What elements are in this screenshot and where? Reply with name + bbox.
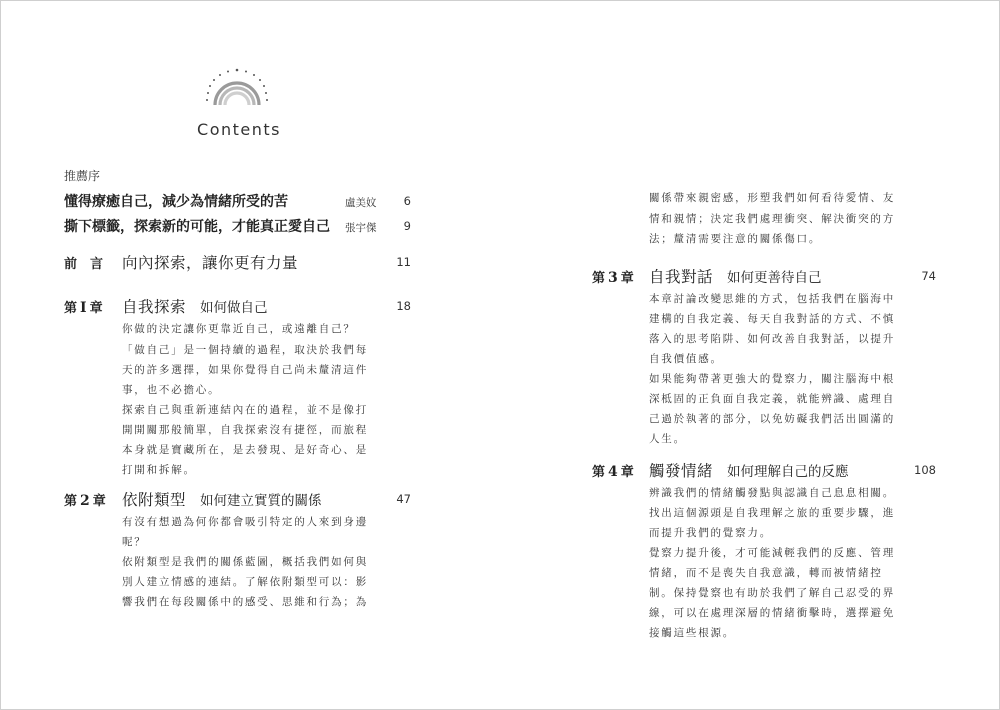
preface-label: 前 言 [64, 257, 104, 272]
chapter-1-heading [122, 295, 268, 317]
preface-page: 11 [396, 255, 411, 269]
chapter-4-title: 觸發情緒 [649, 462, 714, 480]
chapter-2-subtitle: 如何建立實質的關係 [200, 493, 322, 509]
chapter-4-line: 辨識我們的情緒觸發點與認識自己息息相關。 [649, 487, 895, 499]
chapter-3-subtitle: 如何更善待自己 [727, 270, 822, 286]
chapter-3-label: 第 3 章 [592, 270, 634, 286]
chapter-3-title: 自我對話 [649, 268, 714, 286]
chapter-2-line: 依附類型是我們的關係藍圖，概括我們如何與 [122, 556, 368, 568]
chapter-3-line: 深柢固的正負面自我定義，就能辨識、處理自 [649, 393, 895, 405]
chapter-3-line: 本章討論改變思維的方式，包括我們在腦海中 [649, 293, 895, 305]
chapter-3-line: 如果能夠帶著更強大的覺察力，關注腦海中根 [649, 373, 895, 385]
chapter-4-line: 覺察力提升後，才可能減輕我們的反應、管理 [649, 547, 895, 559]
recommend-page-2: 9 [403, 219, 411, 233]
contents-heading: Contents [197, 120, 281, 139]
recommend-author-2: 張宇傑 [345, 222, 377, 234]
chapter-3-line: 己過於執著的部分，以免妨礙我們活出圓滿的 [649, 413, 895, 425]
chapter-4-line: 線，可以在處理深層的情緒衝擊時，選擇避免 [649, 607, 895, 619]
chapter-3-page: 74 [921, 269, 936, 283]
recommend-title-1: 懂得療癒自己，減少為情緒所受的苦 [64, 194, 288, 210]
chapter-1-line: 「做自己」是一個持續的過程，取決於我們每 [122, 344, 368, 356]
chapter-4-line: 制。保持覺察也有助於我們了解自己忍受的界 [649, 587, 895, 599]
chapter-4-line: 找出這個源頭是自我理解之旅的重要步驟，進 [649, 507, 895, 519]
chapter-4-heading [649, 459, 849, 481]
chapter-2-heading [122, 488, 322, 510]
chapter-2-line: 別人建立情感的連結。了解依附類型可以：影 [122, 576, 368, 588]
chapter-3-line: 落入的思考陷阱、如何改善自我對話，以提升 [649, 333, 895, 345]
chapter-1-line: 本身就是寶藏所在，是去發現、是好奇心、是 [122, 444, 368, 456]
chapter-2-line: 呢？ [122, 536, 147, 548]
chapter-4-subtitle: 如何理解自己的反應 [727, 464, 849, 480]
rainbow-icon [204, 67, 270, 109]
chapter-2-line: 情和親情；決定我們處理衝突、解決衝突的方 [649, 213, 895, 225]
chapter-3-heading [649, 265, 822, 287]
chapter-3-line: 自我價值感。 [649, 353, 723, 365]
chapter-1-line: 開開關那般簡單，自我探索沒有捷徑，而旅程 [122, 424, 368, 436]
chapter-2-page: 47 [396, 492, 411, 506]
chapter-1-label: 第 I 章 [64, 300, 103, 316]
chapter-1-title: 自我探索 [122, 298, 187, 316]
chapter-4-line: 情緒，而不是喪失自我意識，轉而被情緒控 [649, 567, 883, 579]
chapter-3-line: 建構的自我定義、每天自我對話的方式、不慎 [649, 313, 895, 325]
recommend-title-2: 撕下標籤，探索新的可能，才能真正愛自己 [64, 219, 330, 235]
chapter-2-line: 關係帶來親密感，形塑我們如何看待愛情、友 [649, 192, 895, 204]
chapter-2-line: 響我們在每段關係中的感受、思維和行為；為 [122, 596, 368, 608]
chapter-1-line: 你做的決定讓你更靠近自己，或遠離自己？ [122, 323, 356, 335]
recommend-label: 推薦序 [64, 169, 101, 183]
chapter-4-line: 而提升我們的覺察力。 [649, 527, 772, 539]
chapter-1-line: 天的許多選擇，如果你覺得自己尚未釐清這件 [122, 364, 368, 376]
recommend-author-1: 盧美妏 [345, 197, 377, 209]
chapter-4-page: 108 [914, 463, 936, 477]
chapter-2-line: 法；釐清需要注意的關係傷口。 [649, 233, 822, 245]
chapter-1-line: 探索自己與重新連結內在的過程，並不是像打 [122, 404, 368, 416]
chapter-4-line: 接觸這些根源。 [649, 627, 736, 639]
chapter-1-line: 事，也不必擔心。 [122, 384, 221, 396]
chapter-1-line: 打開和拆解。 [122, 464, 196, 476]
preface-title: 向內探索，讓你更有力量 [122, 254, 299, 272]
chapter-1-page: 18 [396, 299, 411, 313]
chapter-2-label: 第 2 章 [64, 493, 106, 509]
recommend-page-1: 6 [403, 194, 411, 208]
chapter-3-line: 人生。 [649, 433, 686, 445]
chapter-2-line: 有沒有想過為何你都會吸引特定的人來到身邊 [122, 516, 368, 528]
chapter-2-title: 依附類型 [122, 491, 187, 509]
chapter-1-subtitle: 如何做自己 [200, 300, 268, 316]
chapter-4-label: 第 4 章 [592, 464, 634, 480]
